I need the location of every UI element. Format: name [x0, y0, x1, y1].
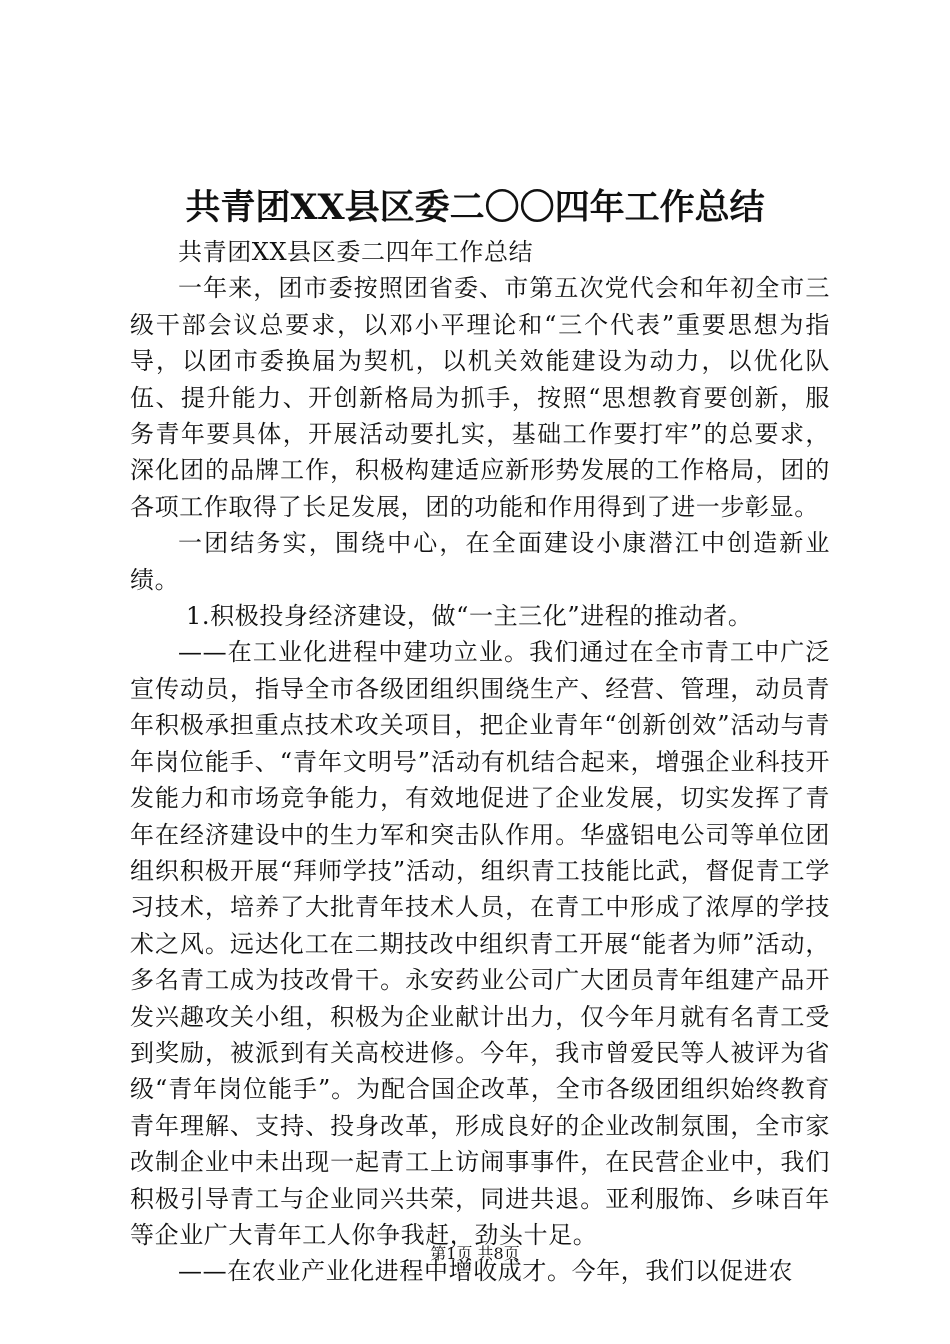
- subtitle-paragraph: 共青团XX县区委二四年工作总结: [178, 238, 534, 266]
- industrialization-paragraph: ——在工业化进程中建功立业。我们通过在全市青工中广泛宣传动员，指导全市各级团组织围绕生产、经营、管理，动员青年积极承担重点技术攻关项目，把企业青年“创新创效”活动与青年岗位能手、“青年文明号”活动有机结合起来，增强企业科技开发能力和市场竞争能力，有效地促进了企业发展，切实发挥了青年在经济建设中的生力军和突击队作用。华盛铝电公司等单位团组织积极开展“拜师学技”活动，组织青工技能比武，督促青工学习技术，培养了大批青年技术人员，在青工中形成了浓厚的学技术之风。远达化工在二期技改中组织青工开展“能者为师”活动，多名青工成为技改骨干。永安药业公司广大团员青年组建产品开发兴趣攻关小组，积极为企业献计出力，仅今年月就有名青工受到奖励，被派到有关高校进修。今年，我市曾爱民等人被评为省级“青年岗位能手”。为配合国企改革，全市各级团组织始终教育青年理解、支持、投身改革，形成良好的企业改制氛围，全市家改制企业中未出现一起青工上访闹事事件，在民营企业中，我们积极引导青工与企业同兴共荣，同进共退。亚利服饰、乡味百年等企业广大青年工人你争我赶，劲头十足。: [130, 638, 830, 1249]
- page-footer: 第1页 共8页: [430, 1244, 520, 1263]
- intro-paragraph: 一年来，团市委按照团省委、市第五次党代会和年初全市三级干部会议总要求，以邓小平理论和“三个代表”重要思想为指导，以团市委换届为契机，以机关效能建设为动力，以优化队伍、提升能力、开创新格局为抓手，按照“思想教育要创新，服务青年要具体，开展活动要扎实，基础工作要打牢”的总要求，深化团的品牌工作，积极构建适应新形势发展的工作格局，团的各项工作取得了长足发展，团的功能和作用得到了进一步彰显。: [130, 274, 830, 521]
- section-heading-paragraph: 一团结务实，围绕中心，在全面建设小康潜江中创造新业绩。: [130, 529, 830, 594]
- document-body: [130, 234, 830, 1290]
- document-title: 共青团XX县区委二〇〇四年工作总结: [185, 187, 765, 228]
- agriculture-paragraph: ——在农业产业化进程中增收成才。今年，我们以促进农: [178, 1257, 793, 1286]
- numbered-heading-paragraph: 1.积极投身经济建设，做“一主三化”进程的推动者。: [186, 602, 753, 631]
